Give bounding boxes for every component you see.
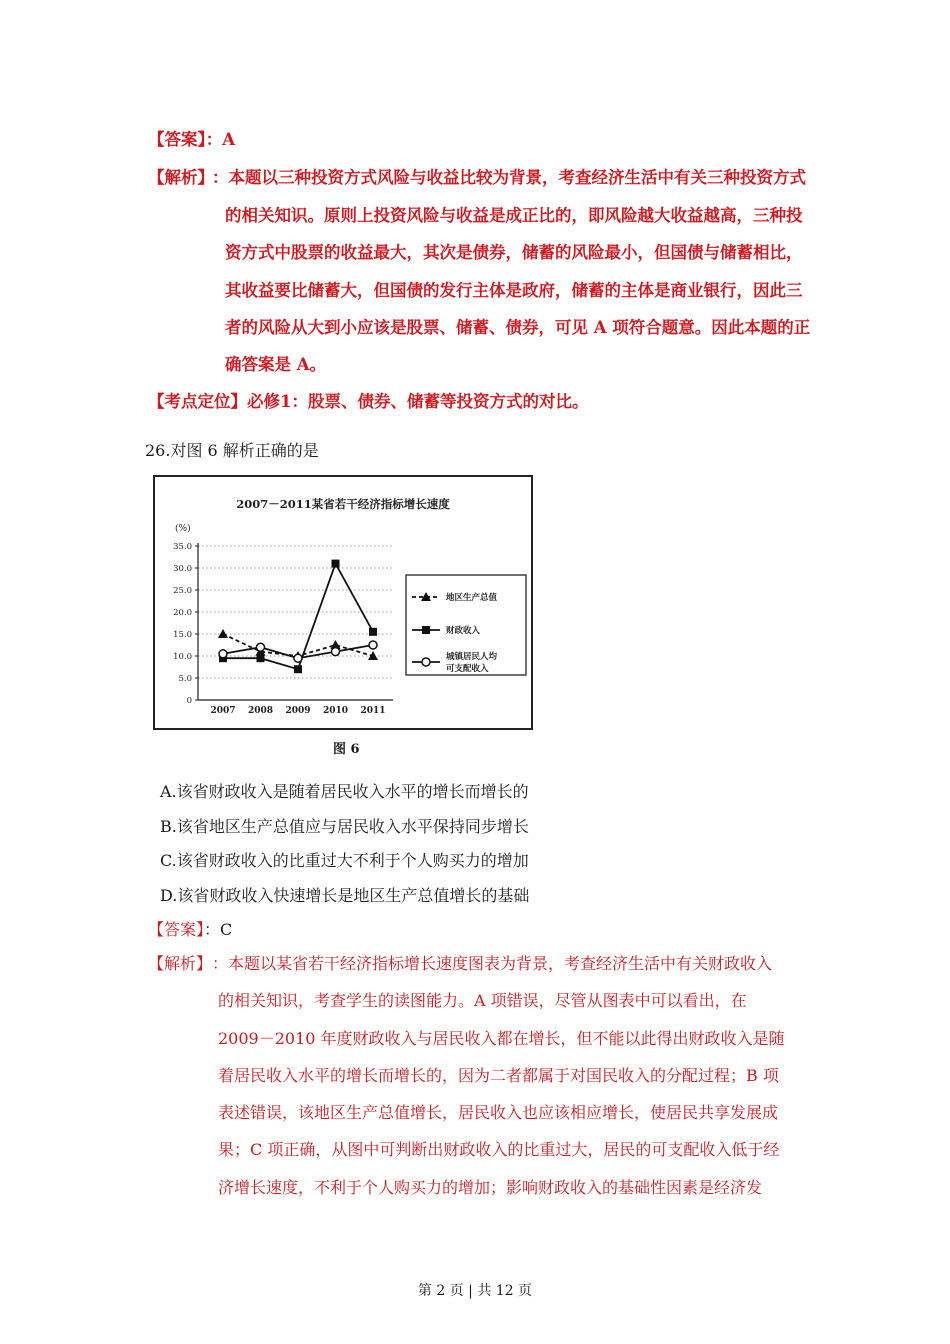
x-tick-label: 2010 <box>322 706 349 716</box>
legend-marker <box>422 658 430 666</box>
y-tick-label: 10.0 <box>173 652 192 662</box>
answer-value: ：A <box>205 130 236 149</box>
analysis-line: 的相关知识，考查学生的读图能力。A 项错误，尽管从图表中可以看出，在 <box>218 991 747 1010</box>
analysis-line: 2009－2010 年度财政收入与居民收入都在增长，但不能以此得出财政收入是随 <box>218 1029 785 1048</box>
y-tick-label: 5.0 <box>178 674 192 684</box>
kaodian-tag: 【考点定位】 <box>148 392 247 411</box>
y-tick-label: 30.0 <box>173 564 192 574</box>
q25-answer-line <box>148 126 235 150</box>
q25-kaodian <box>148 388 588 412</box>
legend-marker <box>422 626 430 634</box>
option-c: C.该省财政收入的比重过大不利于个人购买力的增加 <box>160 851 529 870</box>
y-tick-label: 0 <box>186 696 192 706</box>
option-b: B.该省地区生产总值应与居民收入水平保持同步增长 <box>160 817 529 836</box>
data-point <box>294 665 302 673</box>
analysis-line: 济增长速度，不利于个人购买力的增加；影响财政收入的基础性因素是经济发 <box>218 1178 763 1197</box>
chart-svg <box>153 475 533 730</box>
analysis-line: 果；C 项正确，从图中可判断出财政收入的比重过大，居民的可支配收入低于经 <box>218 1140 780 1159</box>
option-a: A.该省财政收入是随着居民收入水平的增长而增长的 <box>160 782 529 801</box>
x-tick-label: 2007 <box>210 706 236 716</box>
data-point <box>257 643 265 651</box>
q26-question: 26.对图 6 解析正确的是 <box>145 441 319 460</box>
data-point <box>332 560 340 568</box>
data-point <box>369 641 377 649</box>
data-point <box>332 648 340 656</box>
legend-label: 城镇居民人均 <box>446 652 498 662</box>
answer-tag: 【答案】 <box>148 920 205 939</box>
data-point <box>257 654 265 662</box>
analysis-line: 资方式中股票的收益最大，其次是债券，储蓄的风险最小，但国债与储蓄相比， <box>225 243 803 262</box>
analysis-line: 其收益要比储蓄大，但国债的发行主体是政府，储蓄的主体是商业银行，因此三 <box>225 281 803 300</box>
answer-tag: 【答案】 <box>148 130 206 149</box>
legend-layer <box>406 575 526 675</box>
page-footer: 第 2 页 | 共 12 页 <box>417 1283 533 1299</box>
y-tick-label: 15.0 <box>173 630 192 640</box>
y-tick-label: 25.0 <box>173 586 192 596</box>
y-tick-label: 35.0 <box>173 542 192 552</box>
analysis-tag: 【解析】 <box>148 954 213 973</box>
data-point <box>219 650 227 658</box>
x-tick-label: 2009 <box>285 706 311 716</box>
answer-value: ：C <box>204 920 233 939</box>
data-point <box>369 628 377 636</box>
q26-answer-line <box>148 917 232 940</box>
analysis-line: ：本题以某省若干经济指标增长速度图表为背景，考查经济生活中有关财政收入 <box>212 954 773 973</box>
analysis-tag: 【解析】 <box>148 168 214 187</box>
data-point <box>294 654 302 662</box>
y-tick-label: 20.0 <box>173 608 192 618</box>
legend-label: 财政收入 <box>446 626 481 636</box>
analysis-line: 确答案是 A。 <box>225 355 327 374</box>
analysis-line: ：本题以三种投资方式风险与收益比较为背景，考查经济生活中有关三种投资方式 <box>212 168 806 187</box>
x-tick-label: 2008 <box>247 706 274 716</box>
figure-caption: 图 6 <box>333 742 360 757</box>
legend-label: 地区生产总值 <box>446 593 498 603</box>
option-d: D.该省财政收入快速增长是地区生产总值增长的基础 <box>160 886 530 905</box>
y-axis-label: (%) <box>175 524 191 534</box>
analysis-line: 着居民收入水平的增长而增长的，因为二者都属于对国民收入的分配过程；B 项 <box>218 1066 779 1085</box>
figure-6-chart <box>153 475 533 730</box>
analysis-line: 的相关知识。原则上投资风险与收益是成正比的，即风险越大收益越高，三种投 <box>225 206 803 225</box>
chart-title: 2007－2011某省若干经济指标增长速度 <box>236 497 450 511</box>
legend-label: 可支配收入 <box>446 664 489 674</box>
kaodian-text: 必修1：股票、债券、储蓄等投资方式的对比。 <box>247 392 589 411</box>
analysis-line: 表述错误，该地区生产总值增长，居民收入也应该相应增长，使居民共享发展成 <box>218 1103 779 1122</box>
analysis-line: 者的风险从大到小应该是股票、储蓄、债券，可见 A 项符合题意。因此本题的正 <box>225 318 811 337</box>
x-tick-label: 2011 <box>360 706 386 716</box>
